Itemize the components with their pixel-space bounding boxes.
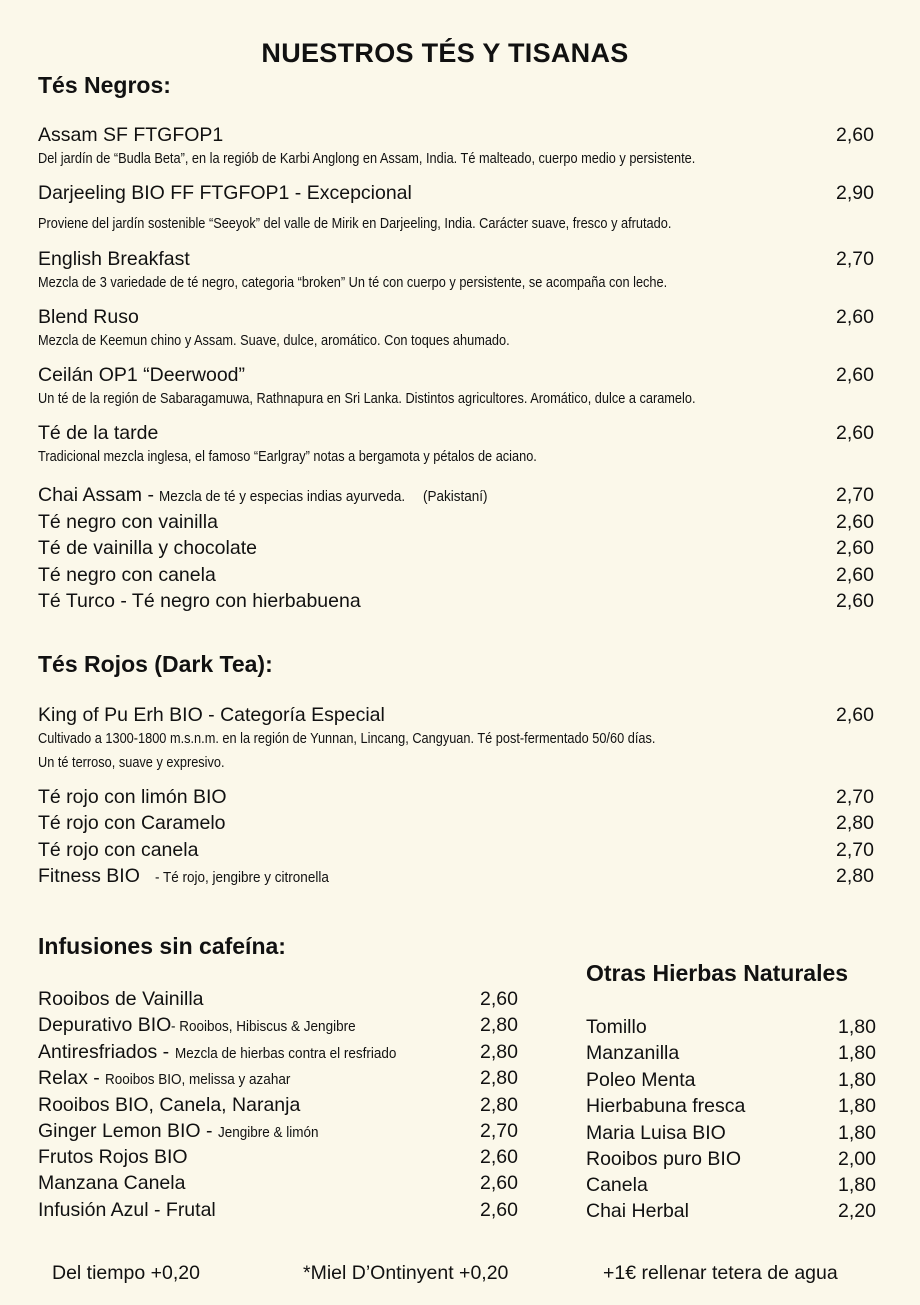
item-name	[38, 1041, 421, 1064]
item-name: Rooibos puro BIO	[586, 1148, 742, 1170]
item-name: Canela	[586, 1174, 648, 1196]
item-price: 2,60	[836, 511, 874, 533]
item-description-line2: Un té terroso, suave y expresivo.	[38, 755, 225, 771]
item-name	[38, 865, 348, 888]
item-name-text: Fitness BIO	[38, 865, 140, 887]
item-name	[38, 1014, 376, 1037]
item-inline-description: - Rooibos, Hibiscus & Jengibre	[171, 1018, 356, 1035]
item-price: 2,80	[480, 1094, 518, 1116]
section-title-rojos: Tés Rojos (Dark Tea):	[38, 651, 273, 677]
item-name: Assam SF FTGFOP1	[38, 124, 224, 146]
item-name: Rooibos de Vainilla	[38, 988, 204, 1010]
item-name: Frutos Rojos BIO	[38, 1146, 188, 1168]
item-name-text: Depurativo BIO	[38, 1014, 172, 1036]
item-price: 2,80	[836, 865, 874, 887]
item-price: 2,60	[480, 1146, 518, 1168]
item-name: Infusión Azul - Frutal	[38, 1199, 216, 1221]
item-price: 1,80	[838, 1069, 876, 1091]
item-name: Blend Ruso	[38, 306, 139, 328]
item-price: 2,70	[836, 484, 874, 506]
item-name-text: Ginger Lemon BIO -	[38, 1120, 218, 1142]
item-price: 1,80	[838, 1122, 876, 1144]
item-price: 2,60	[836, 564, 874, 586]
item-name: Poleo Menta	[586, 1069, 696, 1091]
item-name: King of Pu Erh BIO - Categoría Especial	[38, 704, 385, 726]
item-description: Mezcla de 3 variedade de té negro, categoria “broken” Un té con cuerpo y persistente, se acompaña con leche.	[38, 275, 668, 291]
item-name: Té negro con vainilla	[38, 511, 218, 533]
page-title: NUESTROS TÉS Y TISANAS	[261, 38, 629, 68]
item-name-text: Antiresfriados -	[38, 1041, 175, 1063]
item-price: 2,60	[480, 1172, 518, 1194]
item-name: Té rojo con limón BIO	[38, 786, 227, 808]
item-price: 2,60	[836, 364, 874, 386]
item-inline-description: - Té rojo, jengibre y citronella	[155, 869, 330, 886]
footer-tiempo: Del tiempo +0,20	[52, 1262, 200, 1284]
item-name: Darjeeling BIO FF FTGFOP1 - Excepcional	[38, 182, 412, 204]
item-name: Té Turco - Té negro con hierbabuena	[38, 590, 361, 612]
item-inline-description: Mezcla de hierbas contra el resfriado	[174, 1045, 396, 1062]
item-price: 2,70	[836, 786, 874, 808]
item-description: Cultivado a 1300-1800 m.s.n.m. en la región de Yunnan, Lincang, Cangyuan. Té post-fermentado 50/60 días.	[38, 731, 656, 747]
item-description: Un té de la región de Sabaragamuwa, Rathnapura en Sri Lanka. Distintos agricultores. Aromático, dulce a caramelo.	[38, 391, 696, 407]
item-price: 1,80	[838, 1016, 876, 1038]
item-name: Té rojo con canela	[38, 839, 199, 861]
item-name: Chai Herbal	[586, 1200, 689, 1222]
item-name: Té de vainilla y chocolate	[38, 537, 257, 559]
item-description: Del jardín de “Budla Beta”, en la regiób de Karbi Anglong en Assam, India. Té malteado, cuerpo medio y persistente.	[38, 151, 696, 167]
item-origin: (Pakistaní)	[422, 488, 488, 505]
item-inline-description: Rooibos BIO, melissa y azahar	[105, 1071, 291, 1088]
item-name: Ceilán OP1 “Deerwood”	[38, 364, 246, 386]
item-name-text: Relax -	[38, 1067, 106, 1089]
item-price: 2,20	[838, 1200, 876, 1222]
item-price: 2,60	[480, 988, 518, 1010]
item-price: 2,90	[836, 182, 874, 204]
item-price: 2,70	[836, 839, 874, 861]
item-name	[38, 484, 495, 507]
item-name: Manzana Canela	[38, 1172, 186, 1194]
section-title-infusiones: Infusiones sin cafeína:	[38, 933, 286, 959]
item-price: 2,60	[836, 704, 874, 726]
item-inline-description: Jengibre & limón	[217, 1124, 319, 1141]
item-price: 2,60	[480, 1199, 518, 1221]
item-price: 1,80	[838, 1174, 876, 1196]
item-price: 2,70	[836, 248, 874, 270]
item-price: 2,80	[836, 812, 874, 834]
item-price: 1,80	[838, 1095, 876, 1117]
item-price: 2,60	[836, 124, 874, 146]
item-inline-description: Mezcla de té y especias indias ayurveda.	[159, 488, 406, 505]
item-description: Tradicional mezcla inglesa, el famoso “Earlgray” notas a bergamota y pétalos de aciano.	[38, 449, 537, 465]
item-name	[38, 1120, 330, 1143]
item-name: Rooibos BIO, Canela, Naranja	[38, 1094, 301, 1116]
item-price: 2,60	[836, 422, 874, 444]
item-name: Té negro con canela	[38, 564, 216, 586]
item-name: Tomillo	[586, 1016, 647, 1038]
item-name: Manzanilla	[586, 1042, 680, 1064]
item-price: 2,60	[836, 537, 874, 559]
item-price: 2,60	[836, 590, 874, 612]
item-description: Proviene del jardín sostenible “Seeyok” del valle de Mirik en Darjeeling, India. Carácter suave, fresco y afrutado.	[38, 216, 672, 232]
footer-miel: *Miel D’Ontinyent +0,20	[303, 1262, 509, 1284]
item-price: 2,00	[838, 1148, 876, 1170]
item-price: 2,80	[480, 1041, 518, 1063]
item-name	[38, 1067, 311, 1090]
item-name: Té rojo con Caramelo	[38, 812, 226, 834]
item-price: 1,80	[838, 1042, 876, 1064]
item-price: 2,60	[836, 306, 874, 328]
section-title-negros: Tés Negros:	[38, 72, 171, 98]
item-description: Mezcla de Keemun chino y Assam. Suave, dulce, aromático. Con toques ahumado.	[38, 333, 510, 349]
footer-rellenar: +1€ rellenar tetera de agua	[603, 1262, 838, 1284]
item-price: 2,80	[480, 1014, 518, 1036]
item-name: English Breakfast	[38, 248, 190, 270]
item-price: 2,80	[480, 1067, 518, 1089]
item-name-text: Chai Assam -	[38, 484, 160, 506]
item-name: Té de la tarde	[38, 422, 159, 444]
item-name: Maria Luisa BIO	[586, 1122, 726, 1144]
section-title-hierbas: Otras Hierbas Naturales	[586, 960, 849, 986]
item-name: Hierbabuna fresca	[586, 1095, 746, 1117]
item-price: 2,70	[480, 1120, 518, 1142]
